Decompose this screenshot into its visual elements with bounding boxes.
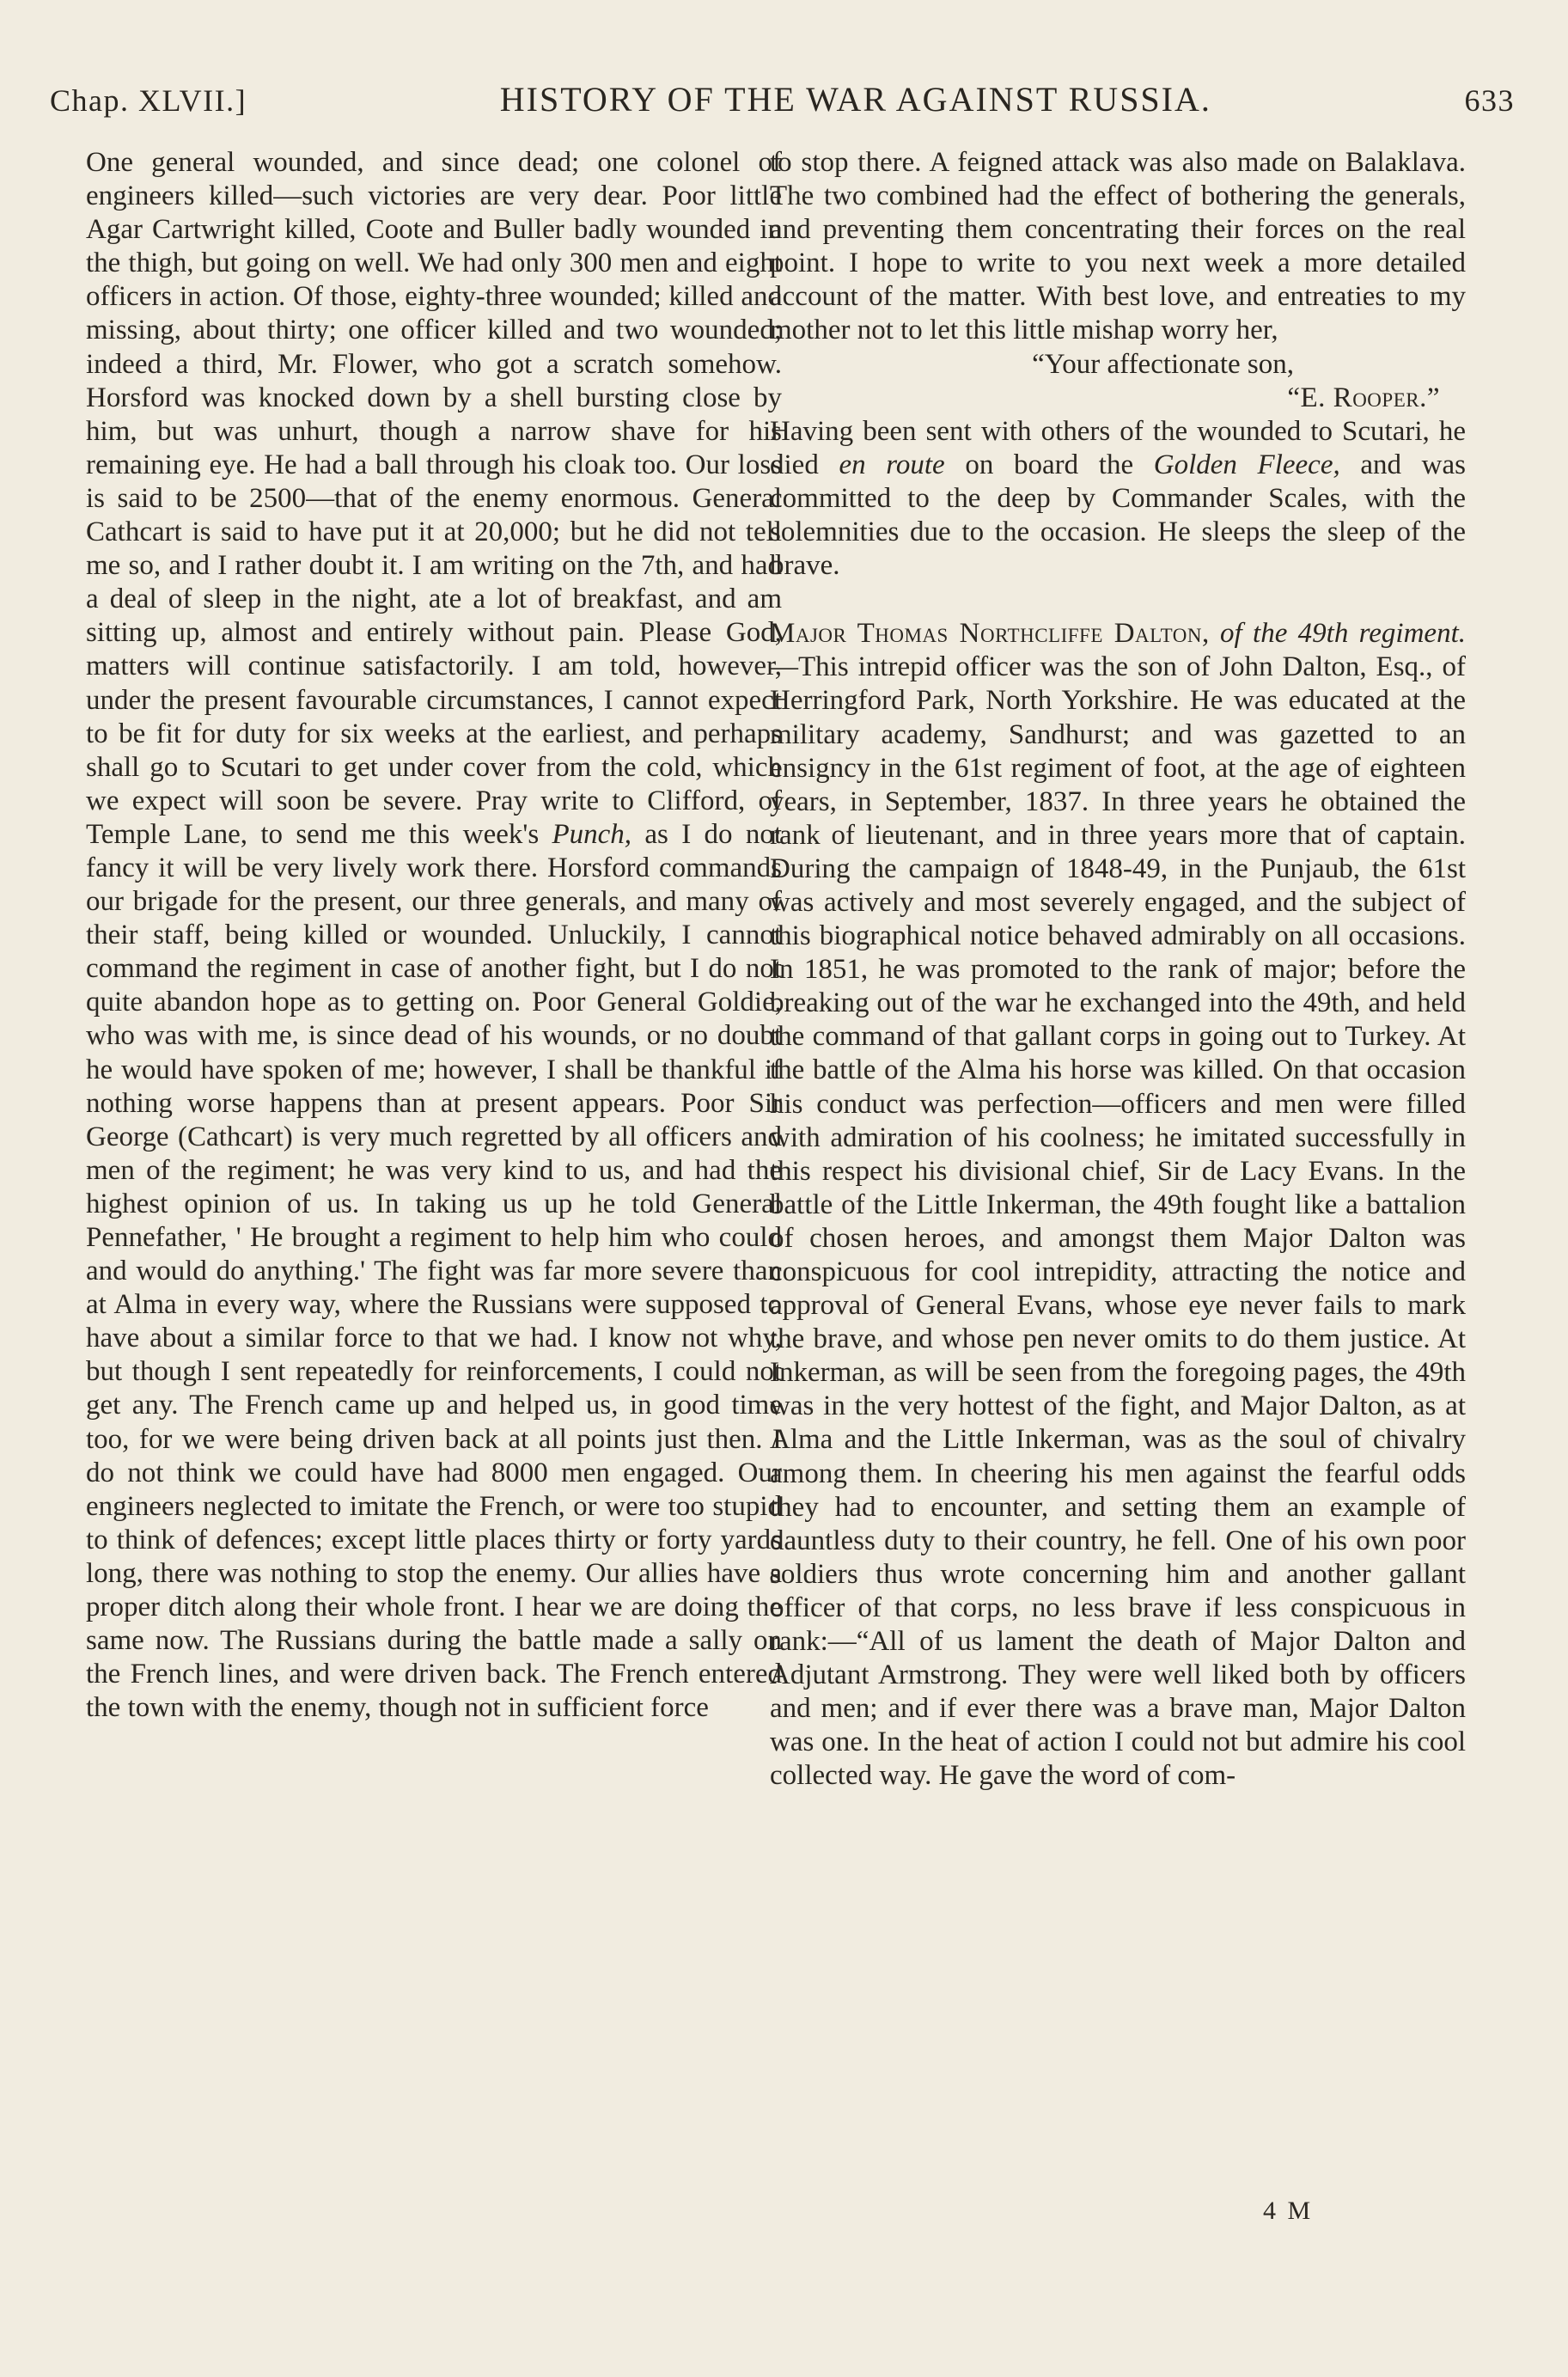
punch-title: Punch, (552, 818, 632, 850)
left-column (86, 146, 782, 1725)
letter-signature: “E. Rooper.” (1287, 382, 1440, 413)
right-paragraph-dalton (770, 617, 1466, 1793)
letter-closing: “Your affectionate son, (1032, 348, 1294, 380)
dalton-name: Major Thomas Northcliffe Dalton, (770, 618, 1210, 650)
chapter-label: Chap. XLVII.] (50, 83, 247, 118)
dalton-regiment: of the 49th regiment. (1209, 618, 1466, 650)
running-header (50, 79, 1515, 131)
left-text-b: as I do not fancy it will be very lively work there. Horsford commands our brigade for the present, our three generals, and many of their staff, being killed or wounded. Unluckily, I cannot command the regiment in case of another fight, but I do not quite abandon hope as to getting on. Poor General Goldie, who was with me, is since dead of his wounds, or no doubt he would have spoken of me; however, I shall be thankful if nothing worse happens than at present appears. Poor Sir George (Cathcart) is very much regretted by all officers and men of the regiment; he was very kind to us, and had the highest opinion of us. In taking us up he told General Pennefather, ' He brought a regiment to help him who could and would do anything.' The fight was far more severe than at Alma in every way, where the Russians were supposed to have about a similar force to that we had. I know not why, but though I sent repeatedly for reinforcements, I could not get any. The French came up and helped us, in good time too, for we were being driven back at all points just then. I do not think we could have had 8000 men engaged. Our engineers neglected to imitate the French, or were too stupid to think of defences; except little places thirty or forty yards long, there was nothing to stop the enemy. Our allies have a proper ditch along their whole front. I hear we are doing the same now. The Russians during the battle made a sally on the French lines, and were driven back. The French entered the town with the enemy, though not in sufficient force (86, 818, 782, 1724)
dalton-text: —This intrepid officer was the son of John Dalton, Esq., of Herringford Park, North Yorkshire. He was educated at the military academy, Sandhurst; and was gazetted to an ensigncy in the 61st regiment of foot, at the age of eighteen years, in September, 1837. In three years he obtained the rank of lieutenant, and in three years more that of captain. During the campaign of 1848-49, in the Punjaub, the 61st was actively and most severely engaged, and the subject of this biographical notice behaved admirably on all occasions. In 1851, he was promoted to the rank of major; before the breaking out of the war he exchanged into the 49th, and held the command of that gallant corps in going out to Turkey. At the battle of the Alma his horse was killed. On that occasion his conduct was perfection—officers and men were filled with admiration of his coolness; he imitated successfully in this respect his divisional chief, Sir de Lacy Evans. In the battle of the Little Inkerman, the 49th fought like a battalion of chosen heroes, and amongst them Major Dalton was conspicuous for cool intrepidity, attracting the notice and approval of General Evans, whose eye never fails to mark the brave, and whose pen never omits to do them justice. At Inkerman, as will be seen from the foregoing pages, the 49th was in the very hottest of the fight, and Major Dalton, as at Alma and the Little Inkerman, was as the soul of chivalry among them. In cheering his men against the fearful odds they had to encounter, and setting them an example of dauntless duty to their country, he fell. One of his own poor soldiers thus wrote concerning him and another gallant officer of that corps, no less brave if less conspicuous in rank:—“All of us lament the death of Major Dalton and Adjutant Armstrong. They were well liked both by officers and men; and if ever there was a brave man, Major Dalton was one. In the heat of action I could not but admire his cool collected way. He gave the word of com- (770, 651, 1466, 1792)
death-text-b: on board the (944, 449, 1154, 480)
death-text-c: and was committed to the deep by Commander Scales, with the solemnities due to the occasion. He sleeps the sleep of the brave. (770, 449, 1467, 582)
paragraph-gap (770, 583, 1466, 617)
left-paragraph (86, 146, 782, 1725)
running-title: HISTORY OF THE WAR AGAINST RUSSIA. (499, 80, 1211, 119)
ship-name: Golden Fleece, (1153, 449, 1340, 480)
death-text-a: Having been sent with others of the wounded to Scutari, he died (770, 415, 1466, 480)
right-paragraph-letter-end: to stop there. A feigned attack was also made on Balaklava. The two combined had the effect of bothering the generals, and preventing them concentrating their forces on the real point. I hope to write to you next week a more detailed account of the matter. With best love, and entreaties to my mother not to let this little mishap worry her, (770, 147, 1466, 346)
right-paragraph-death (770, 415, 1466, 583)
signature-mark: 4 M (1263, 2197, 1314, 2225)
en-route-italic: en route (839, 449, 945, 480)
left-text-a: One general wounded, and since dead; one colonel of engineers killed—such victories are very dear. Poor little Agar Cartwright killed, Coote and Buller badly wounded in the thigh, but going on well. We had only 300 men and eight officers in action. Of those, eighty-three wounded; killed and missing, about thirty; one officer killed and two wounded; indeed a third, Mr. Flower, who got a scratch somehow. Horsford was knocked down by a shell bursting close by him, but was unhurt, though a narrow shave for his remaining eye. He had a ball through his cloak too. Our loss is said to be 2500—that of the enemy enormous. General Cathcart is said to have put it at 20,000; but he did not tell me so, and I rather doubt it. I am writing on the 7th, and had a deal of sleep in the night, ate a lot of breakfast, and am sitting up, almost and entirely without pain. Please God, matters will continue satisfactorily. I am told, however, under the present favourable circumstances, I cannot expect to be fit for duty for six weeks at the earliest, and perhaps shall go to Scutari to get under cover from the cold, which we expect will soon be severe. Pray write to Clifford, of Temple Lane, to send me this week's (86, 147, 782, 850)
right-column (770, 146, 1466, 1793)
page-number: 633 (1464, 83, 1515, 118)
